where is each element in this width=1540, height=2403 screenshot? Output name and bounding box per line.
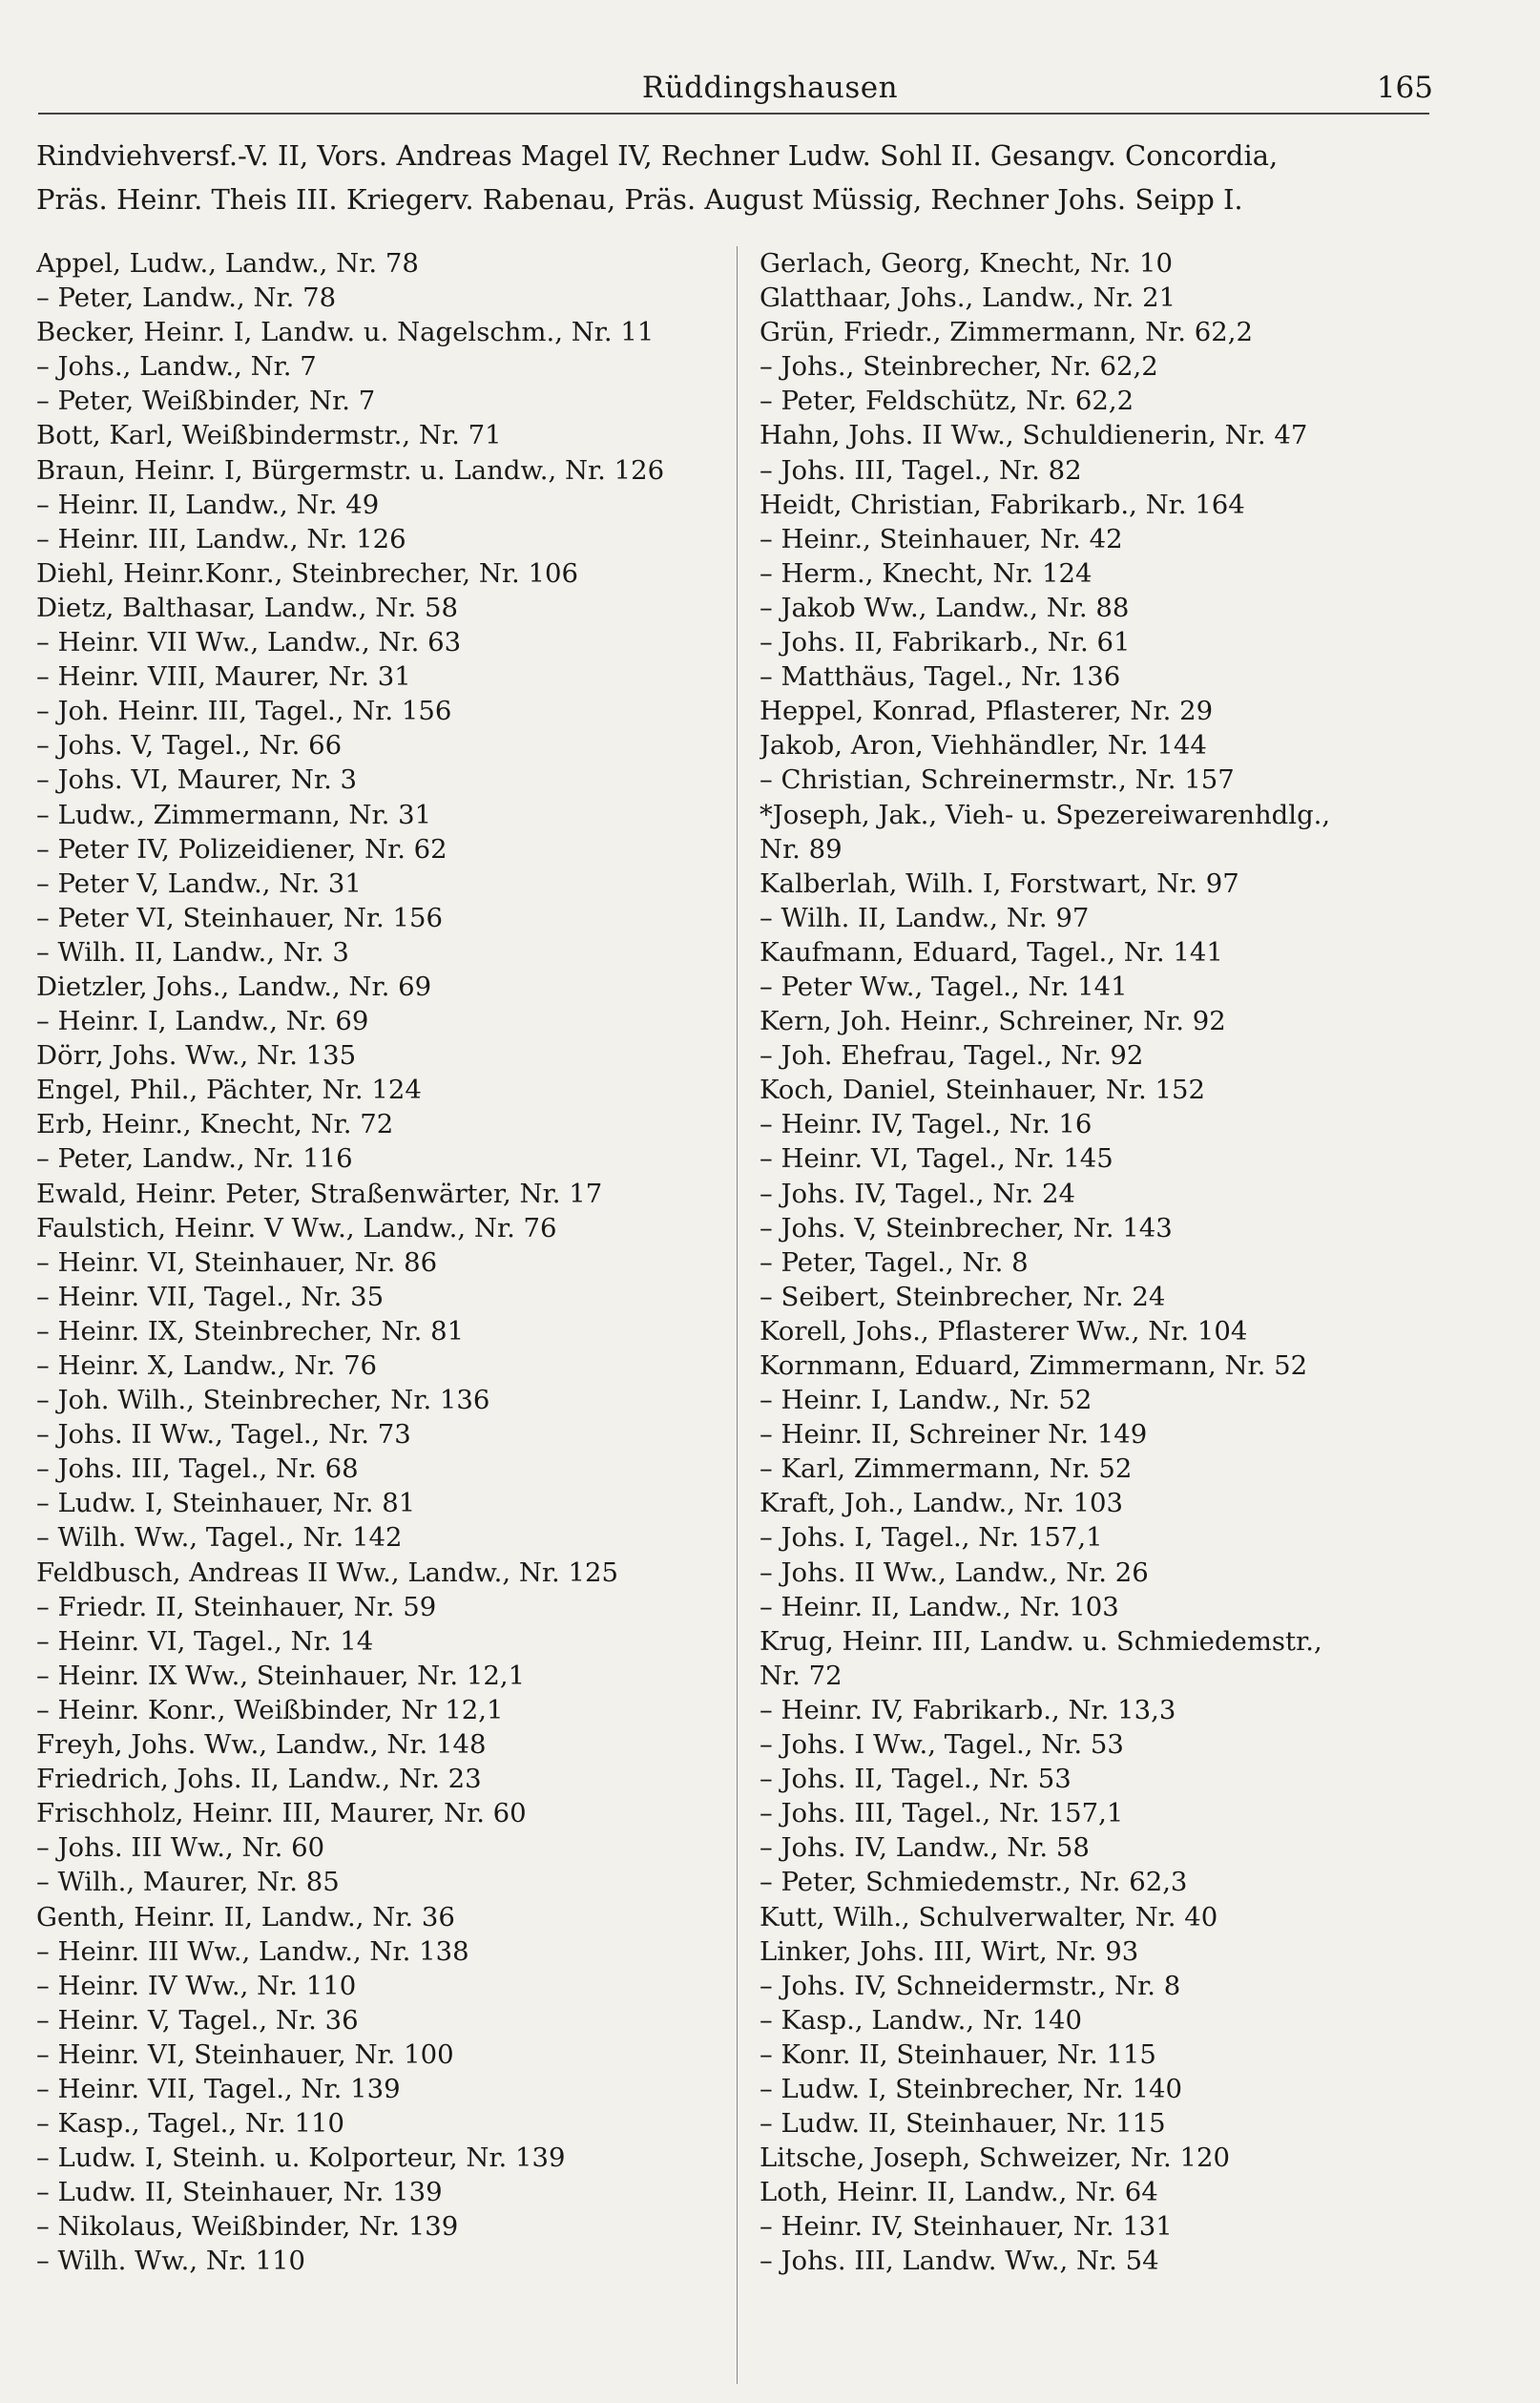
directory-entry: Krug, Heinr. III, Landw. u. Schmiedemstr.,: [760, 1625, 1322, 1657]
directory-entry: – Nikolaus, Weißbinder, Nr. 139: [36, 2211, 459, 2243]
directory-entry: – Heinr. IV Ww., Nr. 110: [36, 1970, 357, 2001]
directory-entry: – Peter, Weißbinder, Nr. 7: [36, 386, 376, 417]
directory-entry: – Peter, Landw., Nr. 78: [36, 282, 337, 314]
directory-entry: Erb, Heinr., Knecht, Nr. 72: [36, 1109, 394, 1140]
directory-entry: Diehl, Heinr.Konr., Steinbrecher, Nr. 106: [36, 557, 579, 589]
directory-entry: – Johs. VI, Maurer, Nr. 3: [36, 764, 358, 796]
directory-entry: – Peter, Tagel., Nr. 8: [760, 1246, 1029, 1278]
page-title: Rüddingshausen: [641, 71, 899, 105]
directory-entry: Heidt, Christian, Fabrikarb., Nr. 164: [760, 489, 1245, 520]
directory-entry: – Seibert, Steinbrecher, Nr. 24: [760, 1281, 1166, 1312]
directory-entry: – Kasp., Landw., Nr. 140: [760, 2004, 1083, 2036]
directory-entry: – Peter Ww., Tagel., Nr. 141: [760, 971, 1128, 1002]
directory-entry: – Peter, Schmiedemstr., Nr. 62,3: [760, 1867, 1188, 1898]
directory-entry: Koch, Daniel, Steinhauer, Nr. 152: [760, 1075, 1205, 1106]
directory-entry: – Johs. II, Fabrikarb., Nr. 61: [760, 627, 1131, 658]
directory-entry: – Johs. III, Tagel., Nr. 157,1: [760, 1798, 1124, 1829]
intro-line: Rindviehversf.-V. II, Vors. Andreas Magel IV, Rechner Ludw. Sohl II. Gesangv. Concordia,: [36, 139, 1279, 172]
directory-entry: – Heinr. VIII, Maurer, Nr. 31: [36, 661, 411, 693]
directory-entry: – Heinr. IX Ww., Steinhauer, Nr. 12,1: [36, 1660, 526, 1691]
directory-entry: Ewald, Heinr. Peter, Straßenwärter, Nr. 17: [36, 1178, 603, 1209]
directory-entry: – Ludw. II, Steinhauer, Nr. 139: [36, 2177, 443, 2208]
directory-entry: – Heinr. VI, Tagel., Nr. 14: [36, 1625, 374, 1657]
directory-entry: – Johs. II Ww., Tagel., Nr. 73: [36, 1419, 411, 1451]
column-separator: [737, 246, 738, 2384]
directory-entry: – Heinr. VI, Steinhauer, Nr. 100: [36, 2038, 454, 2070]
directory-entry: Dörr, Johs. Ww., Nr. 135: [36, 1040, 357, 1072]
directory-entry: – Herm., Knecht, Nr. 124: [760, 557, 1093, 589]
header-rule: [38, 113, 1429, 115]
directory-entry: Nr. 72: [760, 1660, 843, 1691]
directory-entry: – Heinr. VI, Tagel., Nr. 145: [760, 1143, 1113, 1175]
intro-line: Präs. Heinr. Theis III. Kriegerv. Rabenau, Präs. August Müssig, Rechner Johs. Seipp I.: [36, 183, 1243, 216]
directory-entry: – Peter V, Landw., Nr. 31: [36, 867, 362, 899]
directory-entry: – Wilh. II, Landw., Nr. 3: [36, 936, 349, 968]
directory-entry: – Ludw. I, Steinhauer, Nr. 81: [36, 1488, 416, 1519]
directory-entry: – Peter, Landw., Nr. 116: [36, 1143, 353, 1175]
directory-entry: – Friedr. II, Steinhauer, Nr. 59: [36, 1591, 437, 1622]
directory-entry: – Peter, Feldschütz, Nr. 62,2: [760, 386, 1134, 417]
directory-entry: – Heinr., Steinhauer, Nr. 42: [760, 523, 1123, 554]
page-number: 165: [1376, 71, 1433, 105]
directory-entry: Genth, Heinr. II, Landw., Nr. 36: [36, 1901, 455, 1933]
directory-entry: – Heinr. V, Tagel., Nr. 36: [36, 2004, 359, 2036]
directory-entry: Kraft, Joh., Landw., Nr. 103: [760, 1488, 1123, 1519]
directory-entry: – Heinr. VII, Tagel., Nr. 35: [36, 1281, 385, 1312]
directory-entry: Faulstich, Heinr. V Ww., Landw., Nr. 76: [36, 1212, 557, 1243]
directory-entry: – Heinr. IV, Tagel., Nr. 16: [760, 1109, 1093, 1140]
directory-entry: – Heinr. X, Landw., Nr. 76: [36, 1350, 378, 1381]
intro-paragraph: [36, 134, 1437, 221]
directory-entry: – Johs. III, Tagel., Nr. 68: [36, 1453, 359, 1485]
directory-entry: – Johs. III, Tagel., Nr. 82: [760, 454, 1082, 486]
directory-entry: – Konr. II, Steinhauer, Nr. 115: [760, 2038, 1156, 2070]
directory-entry: – Johs. IV, Landw., Nr. 58: [760, 1832, 1090, 1864]
directory-entry: – Johs. IV, Schneidermstr., Nr. 8: [760, 1970, 1181, 2001]
directory-entry: Jakob, Aron, Viehhändler, Nr. 144: [760, 730, 1207, 762]
directory-entry: Feldbusch, Andreas II Ww., Landw., Nr. 125: [36, 1557, 618, 1588]
directory-entry: Freyh, Johs. Ww., Landw., Nr. 148: [36, 1729, 487, 1761]
directory-entry: – Peter VI, Steinhauer, Nr. 156: [36, 902, 443, 933]
directory-entry: – Wilh. Ww., Tagel., Nr. 142: [36, 1522, 403, 1554]
directory-entry: Kutt, Wilh., Schulverwalter, Nr. 40: [760, 1901, 1218, 1933]
directory-entry: – Kasp., Tagel., Nr. 110: [36, 2108, 345, 2140]
directory-entry: Engel, Phil., Pächter, Nr. 124: [36, 1075, 422, 1106]
directory-entry: – Heinr. VII Ww., Landw., Nr. 63: [36, 627, 462, 658]
directory-entry: – Johs. III Ww., Nr. 60: [36, 1832, 325, 1864]
directory-entry: Heppel, Konrad, Pflasterer, Nr. 29: [760, 696, 1214, 727]
directory-entry: – Heinr. III, Landw., Nr. 126: [36, 523, 406, 554]
directory-entry: – Wilh. II, Landw., Nr. 97: [760, 902, 1090, 933]
directory-entry: Kalberlah, Wilh. I, Forstwart, Nr. 97: [760, 867, 1239, 899]
directory-entry: – Heinr. IV, Fabrikarb., Nr. 13,3: [760, 1694, 1176, 1725]
directory-entry: Kern, Joh. Heinr., Schreiner, Nr. 92: [760, 1006, 1226, 1037]
left-column: [36, 246, 714, 2279]
directory-entry: Dietz, Balthasar, Landw., Nr. 58: [36, 592, 458, 623]
directory-entry: – Johs. V, Tagel., Nr. 66: [36, 730, 343, 762]
directory-entry: – Heinr. VI, Steinhauer, Nr. 86: [36, 1246, 438, 1278]
directory-entry: – Joh. Heinr. III, Tagel., Nr. 156: [36, 696, 452, 727]
directory-entry: – Heinr. IX, Steinbrecher, Nr. 81: [36, 1315, 465, 1347]
directory-entry: Bott, Karl, Weißbindermstr., Nr. 71: [36, 420, 502, 451]
directory-entry: – Johs. II, Tagel., Nr. 53: [760, 1764, 1072, 1795]
directory-entry: Braun, Heinr. I, Bürgermstr. u. Landw., Nr. 126: [36, 454, 665, 486]
directory-entry: – Johs. V, Steinbrecher, Nr. 143: [760, 1212, 1173, 1243]
directory-entry: Nr. 89: [760, 833, 843, 865]
directory-entry: Grün, Friedr., Zimmermann, Nr. 62,2: [760, 317, 1254, 348]
directory-entry: Glatthaar, Johs., Landw., Nr. 21: [760, 282, 1176, 314]
directory-entry: Kaufmann, Eduard, Tagel., Nr. 141: [760, 936, 1223, 968]
directory-entry: – Heinr. I, Landw., Nr. 69: [36, 1006, 369, 1037]
directory-entry: Becker, Heinr. I, Landw. u. Nagelschm., Nr. 11: [36, 317, 655, 348]
directory-entry: Litsche, Joseph, Schweizer, Nr. 120: [760, 2142, 1230, 2174]
directory-entry: – Heinr. IV, Steinhauer, Nr. 131: [760, 2211, 1173, 2243]
directory-entry: Gerlach, Georg, Knecht, Nr. 10: [760, 248, 1174, 279]
directory-entry: – Ludw. I, Steinh. u. Kolporteur, Nr. 139: [36, 2142, 566, 2174]
directory-entry: Korell, Johs., Pflasterer Ww., Nr. 104: [760, 1315, 1248, 1347]
directory-entry: – Ludw. II, Steinhauer, Nr. 115: [760, 2108, 1166, 2140]
directory-entry: Appel, Ludw., Landw., Nr. 78: [36, 248, 419, 279]
directory-entry: Frischholz, Heinr. III, Maurer, Nr. 60: [36, 1798, 527, 1829]
directory-entry: – Heinr. VII, Tagel., Nr. 139: [36, 2073, 401, 2104]
directory-entry: – Heinr. Konr., Weißbinder, Nr 12,1: [36, 1694, 504, 1725]
directory-entry: – Joh. Wilh., Steinbrecher, Nr. 136: [36, 1385, 490, 1416]
directory-entry: – Johs. III, Landw. Ww., Nr. 54: [760, 2246, 1159, 2277]
directory-entry: – Ludw., Zimmermann, Nr. 31: [36, 799, 432, 830]
directory-entry: – Christian, Schreinermstr., Nr. 157: [760, 764, 1235, 796]
directory-entry: – Johs. I Ww., Tagel., Nr. 53: [760, 1729, 1124, 1761]
directory-entry: – Peter IV, Polizeidiener, Nr. 62: [36, 833, 447, 865]
directory-entry: – Wilh., Maurer, Nr. 85: [36, 1867, 340, 1898]
directory-entry: Loth, Heinr. II, Landw., Nr. 64: [760, 2177, 1158, 2208]
directory-entry: Kornmann, Eduard, Zimmermann, Nr. 52: [760, 1350, 1308, 1381]
directory-entry: – Heinr. II, Schreiner Nr. 149: [760, 1419, 1148, 1451]
directory-entry: – Joh. Ehefrau, Tagel., Nr. 92: [760, 1040, 1144, 1072]
directory-entry: – Heinr. II, Landw., Nr. 49: [36, 489, 380, 520]
directory-entry: Friedrich, Johs. II, Landw., Nr. 23: [36, 1764, 482, 1795]
directory-entry: – Johs., Steinbrecher, Nr. 62,2: [760, 351, 1158, 383]
directory-entry: – Jakob Ww., Landw., Nr. 88: [760, 592, 1130, 623]
directory-entry: Hahn, Johs. II Ww., Schuldienerin, Nr. 47: [760, 420, 1308, 451]
directory-entry: – Heinr. III Ww., Landw., Nr. 138: [36, 1935, 469, 1967]
directory-entry: Dietzler, Johs., Landw., Nr. 69: [36, 971, 432, 1002]
right-column: [760, 246, 1442, 2279]
directory-entry: – Heinr. II, Landw., Nr. 103: [760, 1591, 1119, 1622]
directory-entry: – Matthäus, Tagel., Nr. 136: [760, 661, 1121, 693]
directory-entry: Linker, Johs. III, Wirt, Nr. 93: [760, 1935, 1139, 1967]
directory-entry: – Johs., Landw., Nr. 7: [36, 351, 317, 383]
directory-entry: – Johs. II Ww., Landw., Nr. 26: [760, 1557, 1149, 1588]
directory-entry: – Heinr. I, Landw., Nr. 52: [760, 1385, 1093, 1416]
directory-entry: – Wilh. Ww., Nr. 110: [36, 2246, 305, 2277]
directory-entry: – Ludw. I, Steinbrecher, Nr. 140: [760, 2073, 1183, 2104]
directory-entry: – Karl, Zimmermann, Nr. 52: [760, 1453, 1133, 1485]
directory-entry: *Joseph, Jak., Vieh- u. Spezereiwarenhdlg.,: [760, 799, 1331, 830]
directory-entry: – Johs. I, Tagel., Nr. 157,1: [760, 1522, 1103, 1554]
directory-entry: – Johs. IV, Tagel., Nr. 24: [760, 1178, 1075, 1209]
